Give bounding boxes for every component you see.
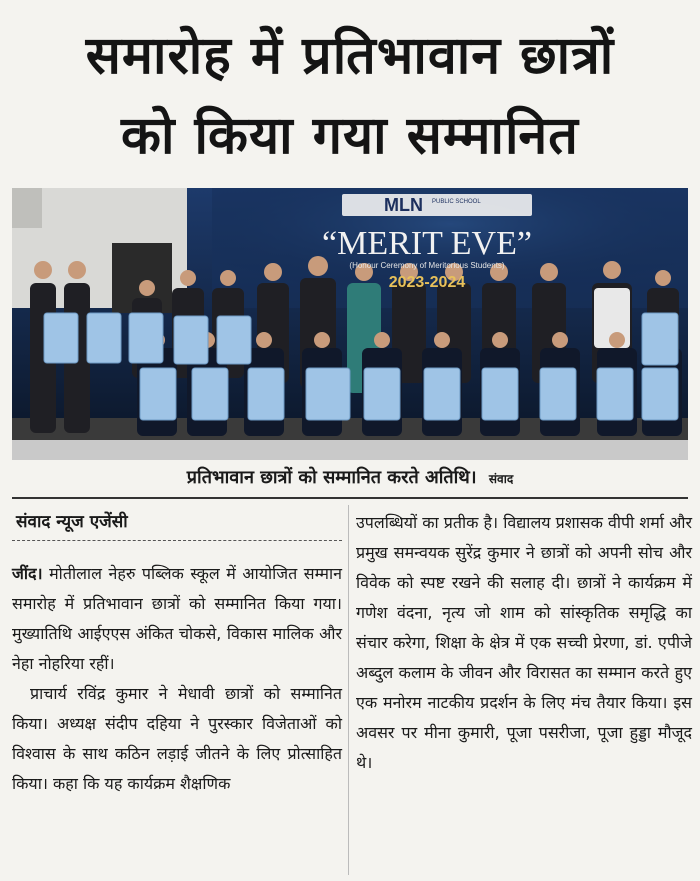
- headline-line-2: को किया गया सम्मानित: [121, 106, 579, 166]
- event-photo: [12, 188, 688, 460]
- article-column-right: [356, 508, 692, 778]
- section-divider: [12, 497, 688, 499]
- photo-caption: [12, 463, 688, 493]
- caption-text: प्रतिभावान छात्रों को सम्मानित करते अतिथि।: [186, 467, 477, 488]
- banner-title: “MERIT EVE”: [322, 225, 532, 262]
- banner-logo: MLN: [384, 195, 423, 215]
- article-paragraph-1: [12, 559, 342, 679]
- banner-subtitle: (Honour Ceremony of Meritorious Students): [349, 261, 505, 270]
- paragraph-1-text: मोतीलाल नेहरु पब्लिक स्कूल में आयोजित सम्मान समारोह में प्रतिभावान छात्रों को सम्मानित किया गया। मुख्यातिथि आईएएस अंकित चोकसे, विकास मालिक और नेहा नोहरिया रहीं।: [12, 564, 342, 673]
- dateline: जींद।: [12, 564, 43, 583]
- article-column-left: [12, 508, 342, 799]
- byline: संवाद न्यूज एजेंसी: [16, 512, 128, 532]
- article-paragraph-3: उपलब्धियों का प्रतीक है। विद्यालय प्रशासक वीपी शर्मा और प्रमुख समन्वयक सुरेंद्र कुमार ने छात्रों को अपनी सोच और विवेक को स्पष्ट रखने की सलाह दी। छात्रों ने कार्यक्रम में गणेश वंदना, नृत्य जो शाम को सांस्कृतिक समृद्धि का संचार करेगा, शिक्षा के क्षेत्र में एक सच्ची प्रेरणा, डां. एपीजे अब्दुल कलाम के जीवन और विरासत का सम्मान करते हुए एक मनोरम नाटकीय प्रदर्शन के लिए मंच तैयार किया। इस अवसर पर मीना कुमारी, पूजा पसरीजा, पूजा हुड्डा मौजूद थे।: [356, 513, 692, 772]
- caption-credit: संवाद: [488, 472, 514, 486]
- article-paragraph-2: प्राचार्य रविंद्र कुमार ने मेधावी छात्रों को सम्मानित किया। अध्यक्ष संदीप दहिया ने पुरस्कार विजेताओं को विश्वास के साथ कठिन लड़ाई जीतने के लिए प्रोत्साहित किया। कहा कि यह कार्यक्रम शैक्षणिक: [12, 684, 342, 793]
- byline-divider: [12, 540, 342, 541]
- banner-year: 2023-2024: [388, 274, 466, 291]
- headline-line-1: समारोह में प्रतिभावान छात्रों: [85, 26, 615, 86]
- column-divider: [348, 505, 349, 875]
- group-photo-illustration: [12, 188, 688, 460]
- banner-logo-small: PUBLIC SCHOOL: [432, 199, 481, 205]
